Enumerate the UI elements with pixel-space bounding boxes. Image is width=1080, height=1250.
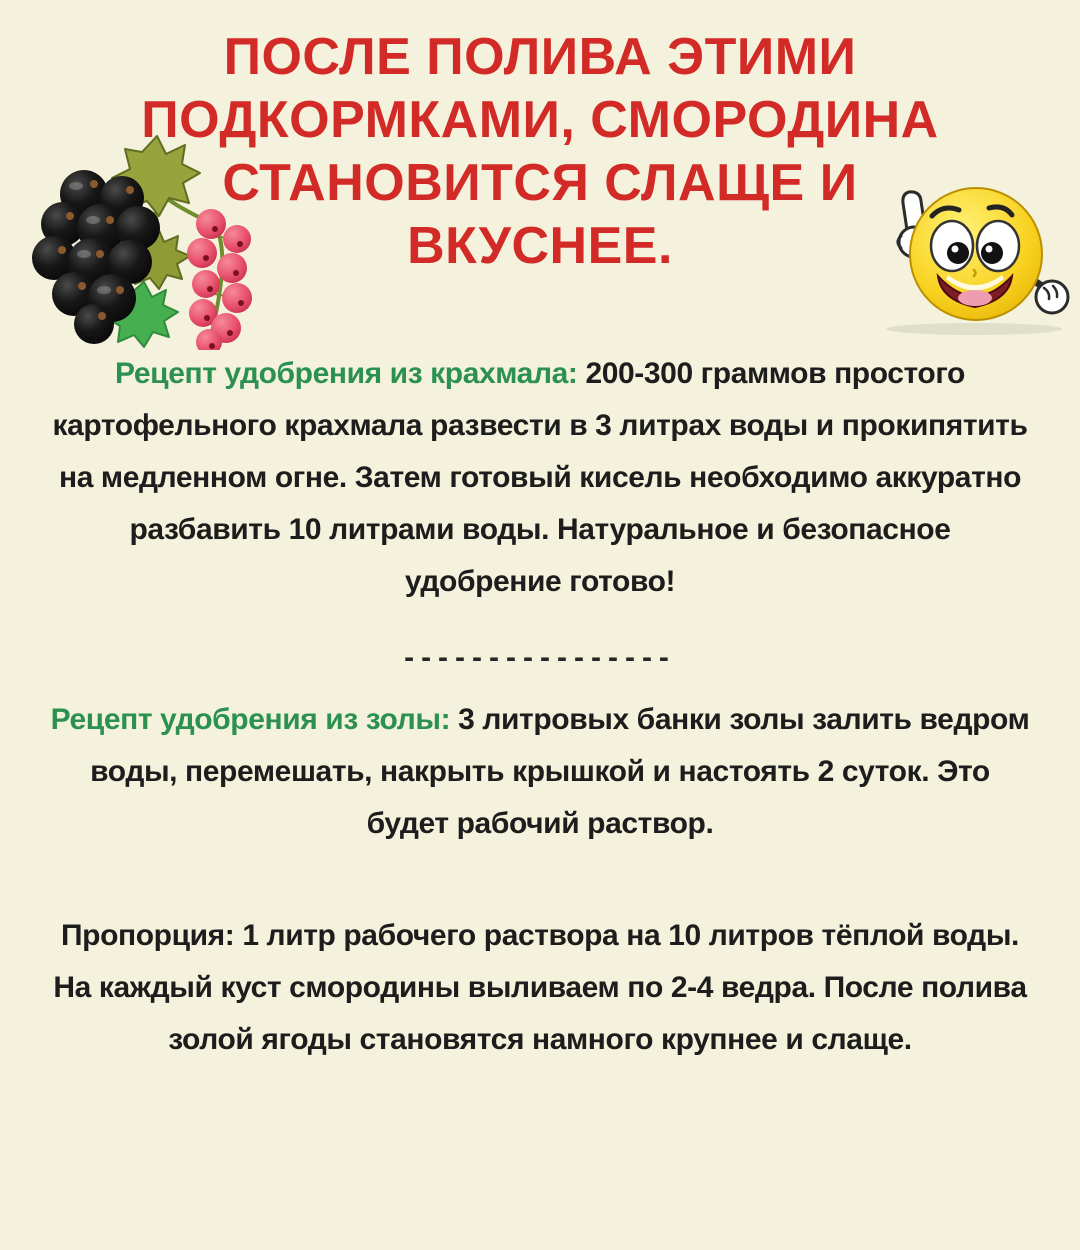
- title-line: СТАНОВИТСЯ СЛАЩЕ И: [222, 153, 858, 212]
- starch-recipe-paragraph: [48, 348, 1032, 608]
- dashed-divider: ----------------: [404, 641, 676, 674]
- starch-recipe-lead: Рецепт удобрения из крахмала:: [115, 357, 578, 390]
- ash-recipe-body: 3 литровых банки золы залить ведром воды, перемешать, накрыть крышкой и настоять 2 суток. Это будет рабочий раствор.: [90, 703, 1030, 840]
- title-block: [0, 0, 1080, 278]
- starch-recipe-body: 200-300 граммов простого картофельного крахмала развести в 3 литрах воды и прокипятить на медленном огне. Затем готовый кисель необходимо аккуратно разбавить 10 литрами воды. Натуральное и безопасное удобрение готово!: [52, 357, 1028, 598]
- title-line: ПОСЛЕ ПОЛИВА ЭТИМИ: [223, 28, 857, 86]
- proportion-paragraph: Пропорция: 1 литр рабочего раствора на 10 литров тёплой воды. На каждый куст смородины выливаем по 2-4 ведра. После полива золой ягоды становятся намного крупнее и слаще.: [53, 919, 1027, 1056]
- ash-recipe-lead: Рецепт удобрения из золы:: [50, 703, 451, 736]
- ash-recipe-paragraph: [48, 694, 1032, 850]
- title-line: ВКУСНЕЕ.: [407, 216, 673, 275]
- smiley-shadow: [886, 323, 1062, 335]
- recipe-content: [48, 348, 1032, 1066]
- title-line: ПОДКОРМКАМИ, СМОРОДИНА: [141, 90, 939, 149]
